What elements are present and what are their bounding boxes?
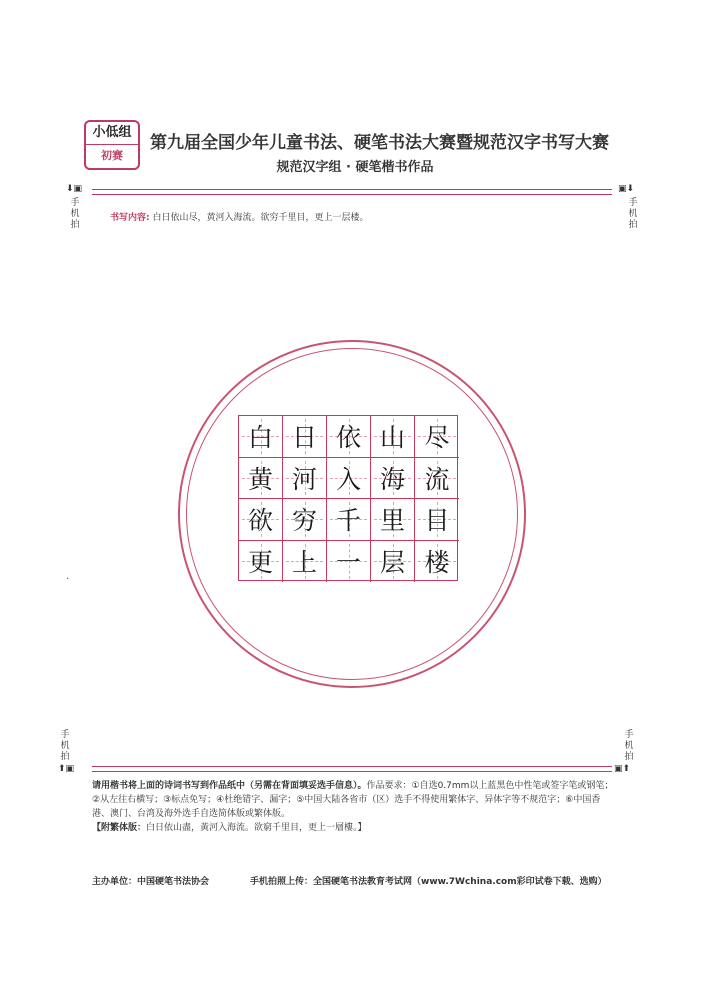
camera-icon: ⬇▣ bbox=[66, 184, 83, 194]
writing-content-text: 白日依山尽，黄河入海流。欲穷千里目，更上一层楼。 bbox=[152, 213, 369, 223]
competition-title: 第九届全国少年儿童书法、硬笔书法大赛暨规范汉字书写大赛 bbox=[150, 133, 609, 153]
grid-character: 更 bbox=[247, 548, 273, 578]
grid-cell bbox=[371, 541, 415, 583]
grid-cell bbox=[371, 458, 415, 500]
grid-cell bbox=[415, 541, 459, 583]
instructions-lead: 请用楷书将上面的诗词书写到作品纸中（另需在背面填妥选手信息）。 bbox=[92, 781, 367, 791]
grid-character: 山 bbox=[379, 423, 405, 453]
grid-cell bbox=[371, 499, 415, 541]
top-divider bbox=[92, 189, 612, 195]
traditional-text: 白日依山盡，黃河入海流。欲窮千里目，更上一層樓。】 bbox=[146, 823, 367, 833]
organizer: 主办单位：中国硬笔书法协会 bbox=[92, 877, 210, 887]
upload-info: 手机拍照上传：全国硬笔书法教育考试网（www.7Wchina.com彩印试卷下载、选购） bbox=[250, 877, 607, 887]
camera-icon: ▣⬇ bbox=[618, 184, 635, 194]
side-label-left-top: 手机拍 bbox=[70, 198, 80, 230]
grid-cell bbox=[327, 416, 371, 458]
grid-character: 尽 bbox=[424, 423, 450, 453]
grid-cell bbox=[239, 541, 283, 583]
category-subtitle: 规范汉字组 · 硬笔楷书作品 bbox=[276, 160, 434, 175]
grid-cell bbox=[415, 416, 459, 458]
grid-cell bbox=[239, 458, 283, 500]
grid-character: 日 bbox=[291, 423, 317, 453]
stray-mark: · bbox=[66, 574, 70, 585]
side-label-left-bottom: 手机拍 bbox=[60, 730, 70, 762]
grid-cell bbox=[283, 458, 327, 500]
side-label-right-top: 手机拍 bbox=[628, 198, 638, 230]
grid-cell bbox=[327, 499, 371, 541]
grid-character: 一 bbox=[335, 548, 361, 578]
grid-cell bbox=[283, 541, 327, 583]
writing-content-label: 书写内容: bbox=[110, 213, 150, 223]
camera-icon: ⬆▣ bbox=[58, 764, 75, 774]
grid-character: 流 bbox=[424, 464, 450, 494]
bottom-divider bbox=[92, 766, 612, 772]
character-grid bbox=[238, 415, 458, 581]
grid-character: 里 bbox=[379, 506, 405, 536]
side-label-right-bottom: 手机拍 bbox=[624, 730, 634, 762]
instructions-requirements: 作品要求：①自选0.7mm以上蓝黑色中性笔或签字笔或钢笔；②从左往右横写；③标点免写；④杜绝错字、漏字；⑤中国大陆各省市（区）选手不得使用繁体字、异体字等不规范字；⑥中国香港、澳门、台湾及海外选手自选简体版或繁体版。 bbox=[92, 781, 614, 819]
grid-cell bbox=[415, 499, 459, 541]
writing-content bbox=[110, 210, 590, 223]
grid-cell bbox=[283, 499, 327, 541]
grid-cell bbox=[239, 416, 283, 458]
grid-character: 上 bbox=[291, 548, 317, 578]
grid-character: 千 bbox=[335, 506, 361, 536]
grid-character: 入 bbox=[335, 464, 361, 494]
grid-character: 河 bbox=[291, 464, 317, 494]
badge-stage-label: 初赛 bbox=[101, 149, 123, 162]
grid-character: 穷 bbox=[291, 506, 317, 536]
grid-cell bbox=[239, 499, 283, 541]
grid-cell bbox=[371, 416, 415, 458]
badge-group-label: 小低组 bbox=[86, 122, 138, 145]
grid-character: 楼 bbox=[424, 548, 450, 578]
group-badge bbox=[84, 120, 140, 170]
grid-character: 黄 bbox=[247, 464, 273, 494]
grid-cell bbox=[415, 458, 459, 500]
grid-character: 层 bbox=[379, 548, 405, 578]
camera-icon: ▣⬆ bbox=[614, 764, 631, 774]
grid-character: 海 bbox=[379, 464, 405, 494]
instructions bbox=[92, 779, 614, 835]
grid-character: 欲 bbox=[247, 506, 273, 536]
grid-cell bbox=[283, 416, 327, 458]
traditional-label: 【附繁体版： bbox=[92, 823, 147, 833]
grid-character: 依 bbox=[335, 423, 361, 453]
grid-cell bbox=[327, 541, 371, 583]
grid-character: 白 bbox=[247, 423, 273, 453]
grid-character: 目 bbox=[424, 506, 450, 536]
grid-cell bbox=[327, 458, 371, 500]
